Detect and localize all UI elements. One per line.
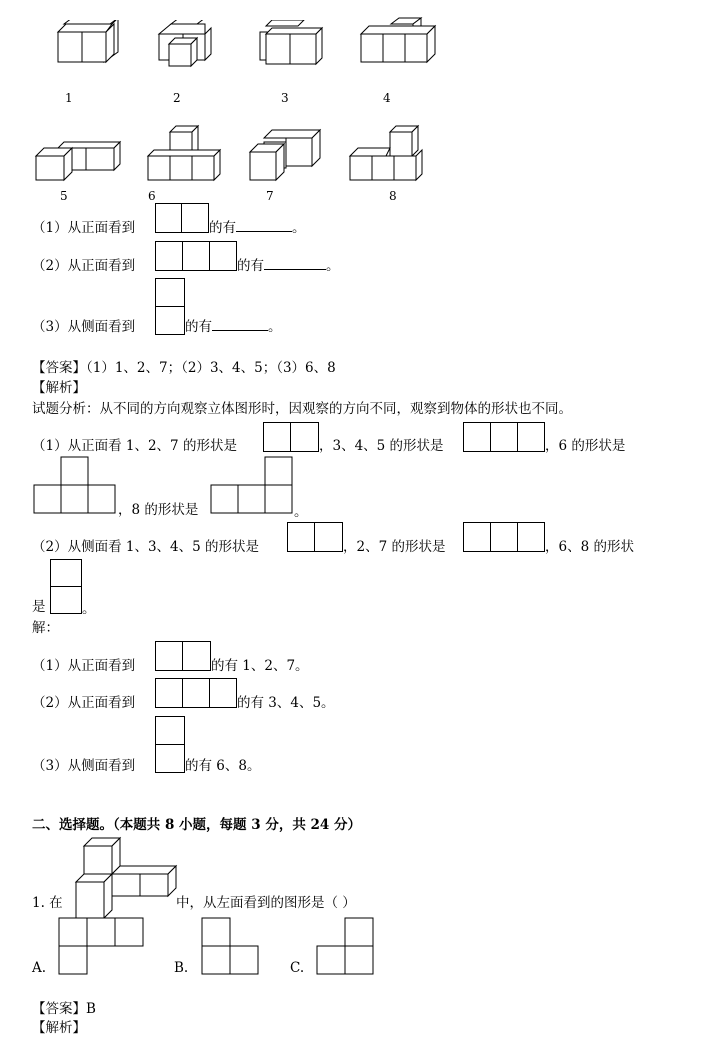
cube-figure-7 bbox=[246, 128, 326, 184]
option-a-shape[interactable] bbox=[58, 917, 144, 975]
analysis-line2-a: ，8 的形状是 bbox=[118, 502, 199, 518]
question-3-suffix: 的有 bbox=[185, 319, 212, 335]
analysis-line1-a: （1）从正面看 1、2、7 的形状是 bbox=[32, 438, 237, 454]
figure-label-8: 8 bbox=[389, 189, 397, 203]
question-1-tail: 的有 。 bbox=[209, 220, 306, 236]
analysis-shape-2row bbox=[263, 422, 319, 452]
choice-question-figure bbox=[72, 836, 178, 922]
analysis-line3-c: ，6、8 的形状 bbox=[545, 539, 634, 555]
solution-3-prefix: （3）从侧面看到 bbox=[32, 758, 136, 774]
solution-1-prefix: （1）从正面看到 bbox=[32, 658, 136, 674]
choice-answer bbox=[32, 1003, 96, 1017]
figure-label-5: 5 bbox=[60, 189, 68, 203]
solution-1-suffix: 的有 1、2、7。 bbox=[211, 658, 309, 674]
analysis-line3-a: （2）从侧面看 1、3、4、5 的形状是 bbox=[32, 539, 260, 555]
solution-2-shape bbox=[155, 678, 237, 708]
analysis-shape-l bbox=[210, 456, 294, 514]
cube-figure-1 bbox=[54, 20, 124, 66]
option-b-label[interactable]: B. bbox=[174, 960, 189, 976]
solution-label: 解： bbox=[32, 620, 59, 636]
question-3 bbox=[32, 321, 135, 335]
figure-label-4: 4 bbox=[383, 91, 391, 105]
cube-figure-8 bbox=[346, 122, 426, 184]
cube-figure-4 bbox=[357, 16, 437, 66]
solution-2-prefix: （2）从正面看到 bbox=[32, 695, 136, 711]
question-3-tail: 的有 。 bbox=[185, 319, 282, 335]
question-3-prefix: （3）从侧面看到 bbox=[32, 319, 136, 335]
answer-label: 【答案】 bbox=[32, 360, 86, 376]
question-1-suffix: 的有 bbox=[209, 220, 236, 236]
question-3-blank[interactable] bbox=[212, 330, 268, 331]
question-1-shape bbox=[155, 203, 209, 233]
figure-label-6: 6 bbox=[148, 189, 156, 203]
cube-figure-6 bbox=[144, 124, 224, 184]
question-1-blank[interactable] bbox=[236, 231, 292, 232]
analysis-line2-b: 。 bbox=[294, 504, 308, 520]
solution-3-suffix: 的有 6、8。 bbox=[185, 758, 261, 774]
question-1-prefix: （1）从正面看到 bbox=[32, 220, 136, 236]
solution-2-suffix: 的有 3、4、5。 bbox=[237, 695, 335, 711]
analysis-shape-3row bbox=[463, 422, 545, 452]
analysis-shape-column bbox=[50, 559, 82, 614]
choice-answer-label: 【答案】 bbox=[32, 1001, 86, 1017]
section-2-heading: 二、选择题。（本题共 8 小题，每题 3 分，共 24 分） bbox=[32, 817, 362, 833]
analysis-line3-b: ，2、7 的形状是 bbox=[343, 539, 446, 555]
option-c-label[interactable]: C. bbox=[290, 960, 305, 976]
question-2-prefix: （2）从正面看到 bbox=[32, 258, 136, 274]
question-2-shape bbox=[155, 241, 237, 271]
choice-analysis-label: 【解析】 bbox=[32, 1020, 86, 1036]
option-a-label[interactable]: A. bbox=[32, 960, 47, 976]
analysis-intro: 试题分析：从不同的方向观察立体图形时，因观察的方向不同，观察到物体的形状也不同。 bbox=[32, 401, 572, 417]
solution-3-shape bbox=[155, 716, 185, 773]
analysis-label: 【解析】 bbox=[32, 380, 86, 396]
analysis-line1-c: ，6 的形状是 bbox=[545, 438, 626, 454]
analysis-shape-side-3row bbox=[463, 522, 545, 552]
figure-label-3: 3 bbox=[281, 91, 289, 105]
question-3-shape bbox=[155, 278, 185, 335]
answer-line bbox=[32, 362, 336, 376]
analysis-line1-b: ，3、4、5 的形状是 bbox=[319, 438, 444, 454]
figure-label-2: 2 bbox=[173, 91, 181, 105]
cube-figure-3 bbox=[256, 20, 326, 68]
figure-label-7: 7 bbox=[266, 189, 274, 203]
question-2-tail: 的有 。 bbox=[237, 258, 340, 274]
option-b-shape[interactable] bbox=[201, 917, 259, 975]
figure-label-1: 1 bbox=[65, 91, 73, 105]
analysis-line4-b: 。 bbox=[82, 601, 96, 617]
analysis-shape-t bbox=[33, 456, 117, 514]
cube-figure-5 bbox=[32, 138, 122, 184]
choice-question-1-prefix: 1. 在 bbox=[32, 895, 63, 911]
choice-answer-value: B bbox=[86, 1001, 96, 1017]
analysis-line4-a: 是 bbox=[32, 599, 46, 615]
answer-text: （1）1、2、7；（2）3、4、5；（3）6、8 bbox=[86, 360, 336, 376]
question-2 bbox=[32, 260, 135, 274]
analysis-shape-side-2row bbox=[287, 522, 343, 552]
solution-1-shape bbox=[155, 641, 211, 671]
question-1 bbox=[32, 222, 135, 236]
option-c-shape[interactable] bbox=[316, 917, 374, 975]
choice-question-1-suffix: 中，从左面看到的图形是（ ） bbox=[176, 895, 356, 911]
question-2-suffix: 的有 bbox=[237, 258, 264, 274]
cube-figure-2 bbox=[155, 20, 215, 70]
question-2-blank[interactable] bbox=[264, 269, 326, 270]
